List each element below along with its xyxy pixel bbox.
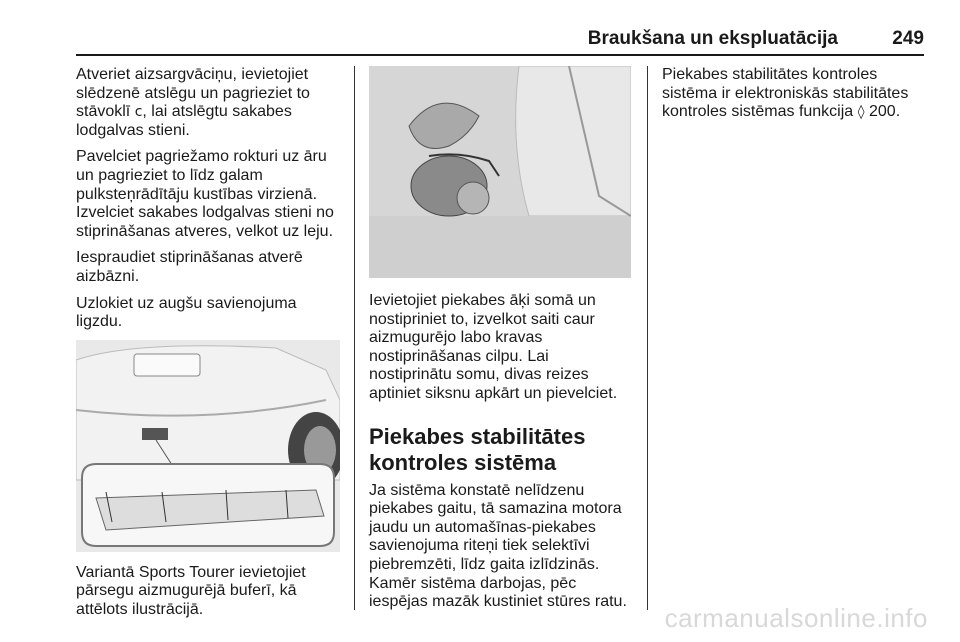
watermark: carmanualsonline.info (664, 603, 928, 633)
paragraph: Ievietojiet piekabes āķi somā un nostipriniet to, izvelkot saiti caur aizmugurējo labo kravas nostiprināšanas cilpu. Lai nostiprinātu somu, divas reizes aptiniet siksnu apkārt un pievelciet. (369, 292, 618, 402)
column-divider (354, 66, 355, 610)
column-right (662, 66, 932, 130)
column-left (76, 66, 342, 628)
section-heading: Piekabes stabilitātes kontroles sistēma (369, 423, 586, 475)
rear-bumper-illustration (76, 340, 340, 552)
paragraph: Ja sistēma konstatē nelīdzenu piekabes gaitu, tā samazina motora jaudu un automašīnas-piekabes savienojuma riteņi tiek selektīvi piebremzēti, līdz gaita izlīdzinās. Kamēr sistēma darbojas, pēc iespējas mazāk kustiniet stūres ratu. (369, 481, 627, 611)
paragraph: Atveriet aizsargvāciņu, ievietojiet slēdzenē atslēgu un pagrieziet to stāvoklī c, lai atslēgtu sakabes lodgalvas stieni. (76, 66, 310, 139)
chapter-title: Braukšana un ekspluatācija (587, 28, 838, 49)
paragraph: Uzlokiet uz augšu savienojuma ligzdu. (76, 294, 297, 331)
paragraph: Piekabes stabilitātes kontroles sistēma ir elektroniskās stabilitātes kontroles sistēmas funkcija ◊ 200. (662, 66, 909, 121)
page-header (76, 26, 924, 56)
paragraph: Izvelciet sakabes lodgalvas stieni no stiprināšanas atveres, velkot uz leju. (76, 204, 334, 240)
illustration-caption: Variantā Sports Tourer ievietojiet pārsegu aizmugurējā buferī, kā attēlots ilustrācijā. (76, 563, 306, 618)
unlock-position-icon: c (134, 104, 143, 121)
page-reference-icon: ◊ (857, 104, 865, 121)
trunk-bag-illustration (369, 66, 631, 278)
column-middle (369, 66, 633, 620)
paragraph: Pavelciet pagriežamo rokturi uz āru un pagrieziet to līdz galam pulksteņrādītāju kustības virzienā. (76, 148, 327, 203)
paragraph: Iespraudiet stiprināšanas atverē aizbāzni. (76, 249, 303, 285)
page-number: 249 (892, 28, 924, 49)
column-divider (647, 66, 648, 610)
